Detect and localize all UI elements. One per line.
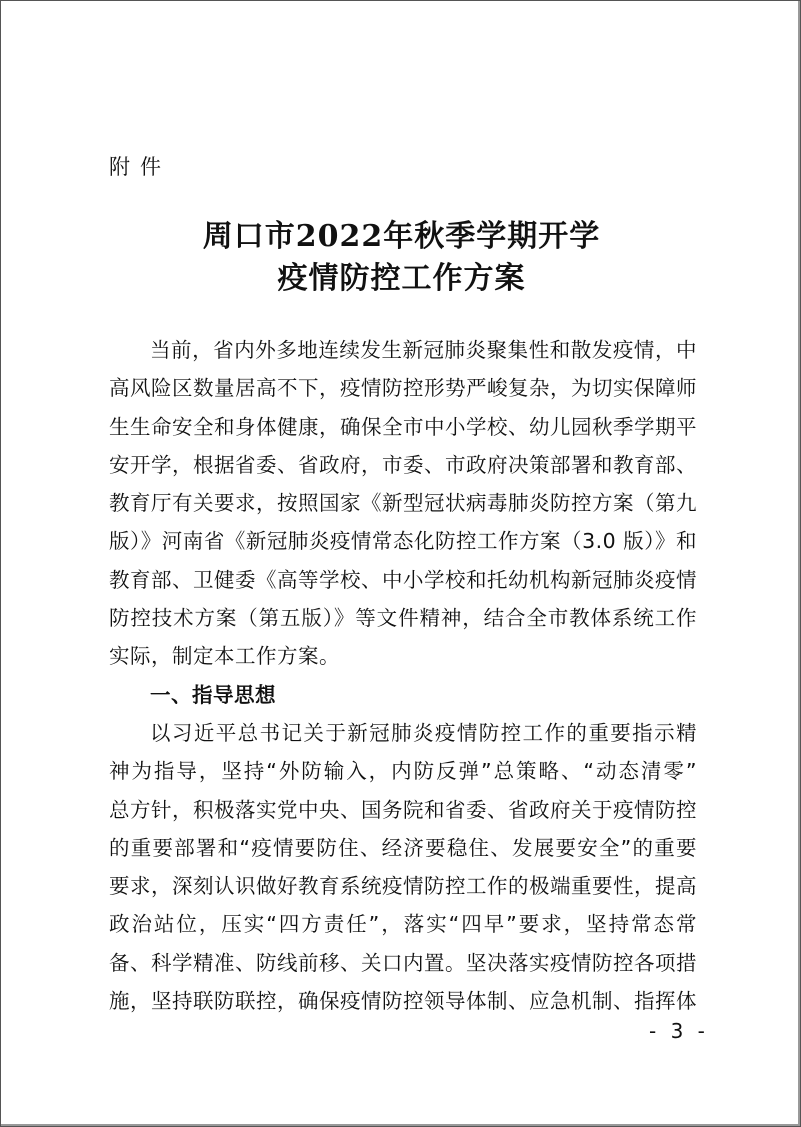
paragraph-line: 版）》河南省《新冠肺炎疫情常态化防控工作方案（3.0 版）》和 [109, 529, 697, 554]
document-title-line-2: 疫情防控工作方案 [277, 261, 526, 296]
paragraph-line: 要求，深刻认识做好教育系统疫情防控工作的极端重要性，提高 [109, 874, 697, 899]
attachment-label: 附件 [109, 155, 171, 179]
document-title-line-1: 周口市2022年秋季学期开学 [202, 219, 601, 254]
document-body [109, 331, 697, 1020]
paragraph-line: 防控技术方案（第五版）》等文件精神，结合全市教体系统工作 [109, 606, 697, 631]
paragraph-line: 实际，制定本工作方案。 [109, 644, 340, 669]
paragraph-line: 神为指导，坚持“外防输入，内防反弹”总策略、“动态清零” [109, 759, 697, 784]
paragraph-line: 总方针，积极落实党中央、国务院和省委、省政府关于疫情防控 [109, 797, 697, 822]
page-number: - 3 - [649, 1019, 709, 1043]
paragraph-line: 的重要部署和“疫情要防住、经济要稳住、发展要安全”的重要 [109, 835, 697, 860]
paragraph-line: 高风险区数量居高不下，疫情防控形势严峻复杂，为切实保障师 [109, 376, 697, 401]
section-heading: 一、指导思想 [150, 682, 276, 707]
paragraph-line: 施，坚持联防联控，确保疫情防控领导体制、应急机制、指挥体 [109, 989, 697, 1014]
paragraph-line: 安开学，根据省委、省政府，市委、市政府决策部署和教育部、 [109, 452, 697, 477]
paragraph-line: 教育部、卫健委《高等学校、中小学校和托幼机构新冠肺炎疫情 [109, 567, 697, 592]
paragraph-line: 当前，省内外多地连续发生新冠肺炎聚集性和散发疫情，中 [150, 338, 697, 362]
paragraph-line: 生生命安全和身体健康，确保全市中小学校、幼儿园秋季学期平 [109, 414, 697, 439]
paragraph-line: 备、科学精准、防线前移、关口内置。坚决落实疫情防控各项措 [109, 950, 697, 975]
paragraph-line: 以习近平总书记关于新冠肺炎疫情防控工作的重要指示精 [150, 720, 697, 745]
paragraph-line: 政治站位，压实“四方责任”，落实“四早”要求，坚持常态常 [109, 912, 697, 937]
paragraph-line: 教育厅有关要求，按照国家《新型冠状病毒肺炎防控方案（第九 [109, 491, 697, 516]
